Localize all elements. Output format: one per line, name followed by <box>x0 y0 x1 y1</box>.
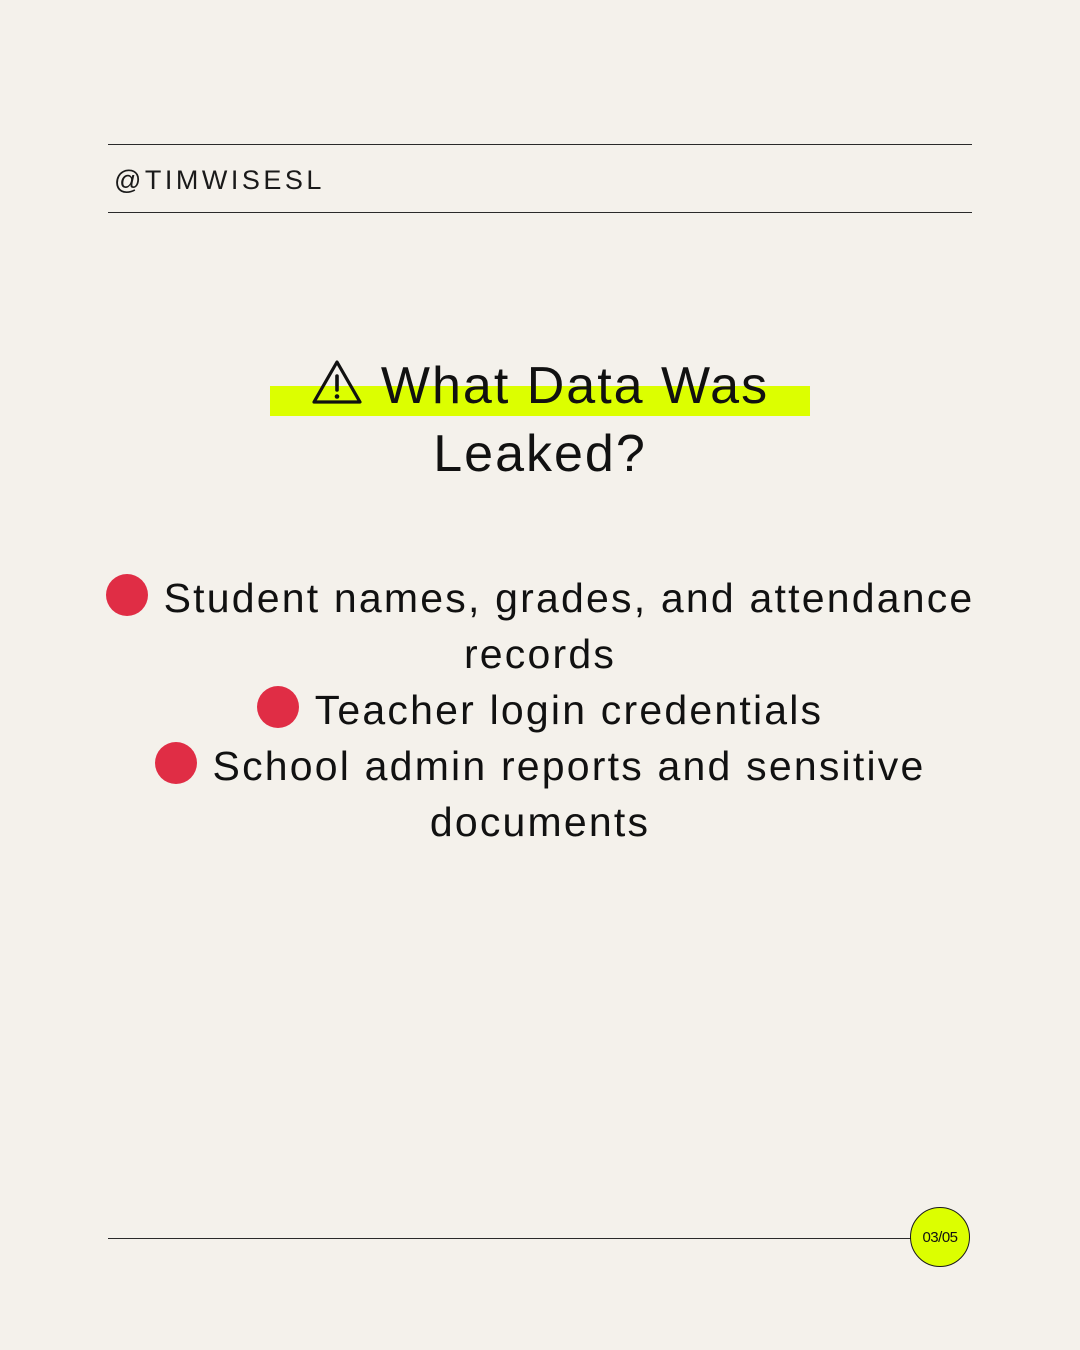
leaked-data-list <box>60 570 1020 850</box>
page-indicator: 03/05 <box>910 1207 970 1267</box>
title-line-2: Leaked? <box>433 425 647 483</box>
red-circle-icon <box>106 574 148 616</box>
list-item <box>60 738 1020 850</box>
account-handle: @TIMWISESL <box>114 165 325 195</box>
warning-icon <box>311 358 363 406</box>
header-divider <box>108 212 972 213</box>
list-item-text: Teacher login credentials <box>314 687 824 733</box>
red-circle-icon <box>257 686 299 728</box>
red-circle-icon <box>155 742 197 784</box>
list-item-text: Student names, grades, and attendance records <box>163 575 975 677</box>
list-item <box>60 570 1020 682</box>
top-divider <box>108 144 972 145</box>
title-line-1 <box>311 352 769 420</box>
list-item-text: School admin reports and sensitive documents <box>212 743 926 845</box>
title-line-1-text: What Data Was <box>380 357 770 415</box>
footer-divider <box>108 1238 912 1239</box>
page-title <box>140 352 940 488</box>
list-item <box>60 682 1020 738</box>
